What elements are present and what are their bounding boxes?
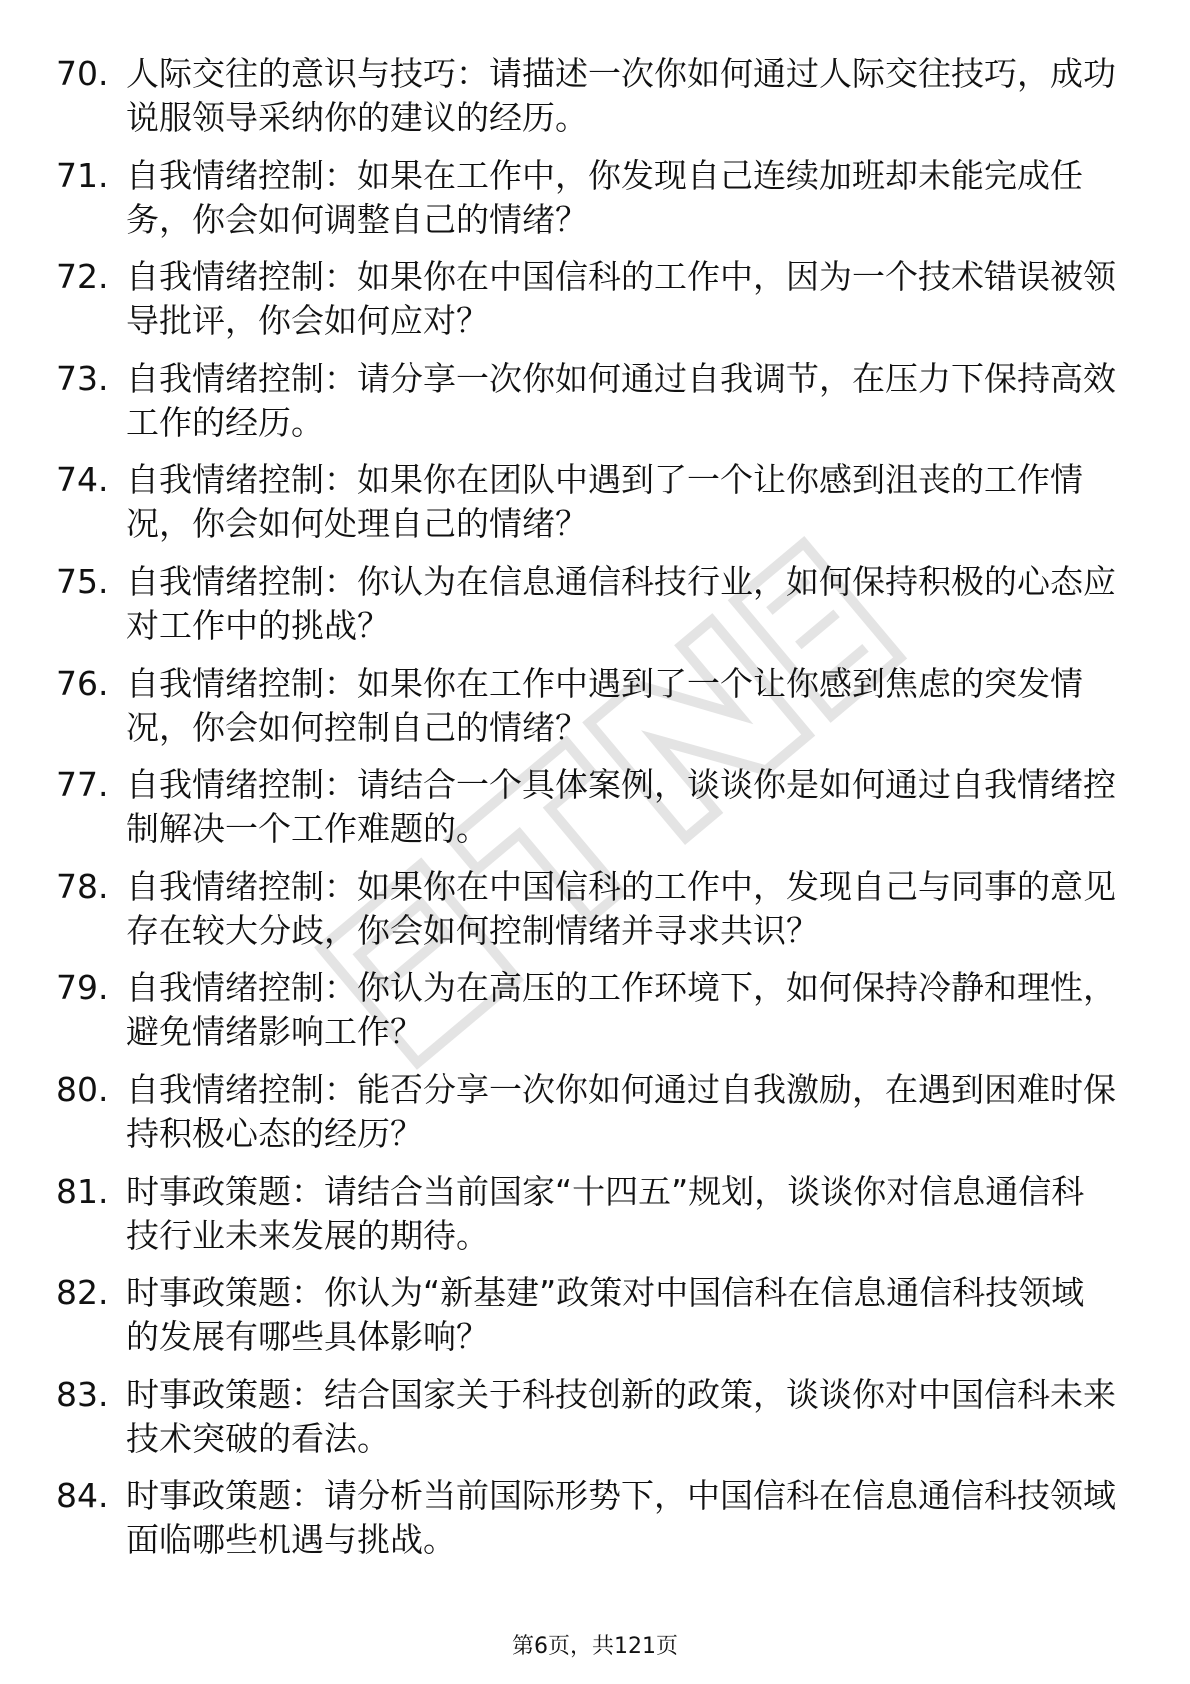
question-text: 人际交往的意识与技巧：请描述一次你如何通过人际交往技巧，成功说服领导采纳你的建议的经历。 [126, 54, 1116, 137]
question-number: 83. [56, 1374, 109, 1414]
question-number: 78. [56, 866, 109, 906]
question-text: 时事政策题：你认为“新基建”政策对中国信科在信息通信科技领域的发展有哪些具体影响？ [126, 1273, 1085, 1357]
question-text: 自我情绪控制：如果你在中国信科的工作中，发现自己与同事的意见存在较大分歧，你会如何控制情绪并寻求共识？ [126, 866, 1116, 950]
list-item [56, 1068, 1116, 1170]
list-item [56, 458, 1116, 560]
question-number: 72. [56, 257, 109, 297]
question-list [56, 52, 1116, 1576]
list-item [56, 1474, 1116, 1576]
list-item [56, 560, 1116, 662]
question-text: 自我情绪控制：如果你在团队中遇到了一个让你感到沮丧的工作情况，你会如何处理自己的情绪？ [126, 460, 1083, 544]
list-item [56, 865, 1116, 967]
question-number: 76. [56, 663, 109, 703]
list-item [56, 1170, 1116, 1272]
list-item [56, 52, 1116, 154]
list-item [56, 966, 1116, 1068]
list-item [56, 357, 1116, 459]
question-number: 74. [56, 460, 109, 500]
question-number: 84. [56, 1476, 109, 1516]
question-text: 自我情绪控制：你认为在信息通信科技行业，如何保持积极的心态应对工作中的挑战？ [126, 561, 1116, 645]
list-item [56, 255, 1116, 357]
question-text: 时事政策题：请分析当前国际形势下，中国信科在信息通信科技领域面临哪些机遇与挑战。 [126, 1476, 1116, 1560]
question-text: 自我情绪控制：如果你在中国信科的工作中，因为一个技术错误被领导批评，你会如何应对？ [126, 257, 1116, 341]
page-footer [0, 1633, 1190, 1661]
question-number: 73. [56, 358, 109, 398]
question-text: 自我情绪控制：请结合一个具体案例，谈谈你是如何通过自我情绪控制解决一个工作难题的。 [126, 765, 1116, 849]
list-item [56, 662, 1116, 764]
question-number: 77. [56, 765, 109, 805]
question-number: 82. [56, 1273, 109, 1313]
question-text: 自我情绪控制：如果在工作中，你发现自己连续加班却未能完成任务，你会如何调整自己的情绪？ [126, 155, 1083, 239]
page-number-label: 第6页，共121页 [512, 1634, 678, 1659]
list-item [56, 1271, 1116, 1373]
question-number: 79. [56, 968, 109, 1008]
list-item [56, 154, 1116, 256]
question-text: 时事政策题：请结合当前国家“十四五”规划，谈谈你对信息通信科技行业未来发展的期待。 [126, 1171, 1085, 1255]
question-text: 自我情绪控制：如果你在工作中遇到了一个让你感到焦虑的突发情况，你会如何控制自己的情绪？ [126, 663, 1083, 747]
question-number: 70. [56, 54, 109, 93]
list-item [56, 763, 1116, 865]
question-text: 时事政策题：结合国家关于科技创新的政策，谈谈你对中国信科未来技术突破的看法。 [126, 1374, 1116, 1458]
question-number: 80. [56, 1069, 109, 1109]
list-item [56, 1373, 1116, 1475]
question-number: 81. [56, 1171, 109, 1211]
question-text: 自我情绪控制：你认为在高压的工作环境下，如何保持冷静和理性，避免情绪影响工作？ [126, 968, 1116, 1052]
question-text: 自我情绪控制：能否分享一次你如何通过自我激励，在遇到困难时保持积极心态的经历？ [126, 1069, 1116, 1153]
question-number: 75. [56, 561, 109, 601]
question-text: 自我情绪控制：请分享一次你如何通过自我调节，在压力下保持高效工作的经历。 [126, 358, 1116, 442]
question-number: 71. [56, 155, 109, 195]
